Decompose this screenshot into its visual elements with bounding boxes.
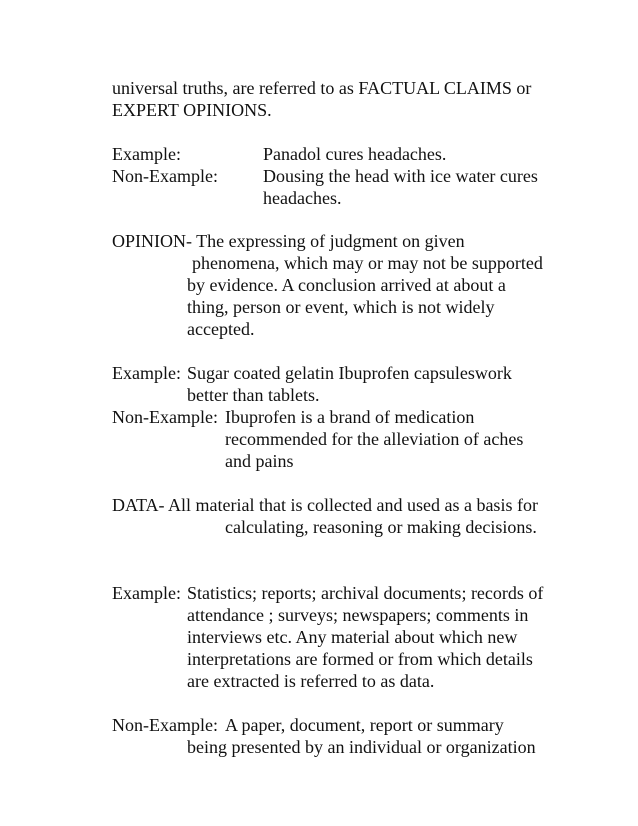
- opinion-example-line-1: Sugar coated gelatin Ibuprofen capsuleswork: [187, 363, 512, 383]
- opinion-definition-line-3: by evidence. A conclusion arrived at about a: [187, 275, 506, 295]
- opinion-definition-line-5: accepted.: [187, 319, 255, 339]
- intro-line-2: EXPERT OPINIONS.: [112, 100, 272, 120]
- factual-example-text: Panadol cures headaches.: [263, 144, 447, 164]
- factual-example-label: Example:: [112, 144, 181, 164]
- data-example-line-5: are extracted is referred to as data.: [187, 671, 435, 691]
- data-nonexample-label: Non-Example:: [112, 715, 218, 735]
- factual-nonexample-line-2: headaches.: [263, 188, 342, 208]
- opinion-example-line-2: better than tablets.: [187, 385, 320, 405]
- opinion-nonexample-line-3: and pains: [225, 451, 294, 471]
- opinion-example-label: Example:: [112, 363, 181, 383]
- factual-nonexample-line-1: Dousing the head with ice water cures: [263, 166, 538, 186]
- data-example-line-4: interpretations are formed or from which details: [187, 649, 533, 669]
- opinion-definition-line-4: thing, person or event, which is not widely: [187, 297, 495, 317]
- data-nonexample-line-2: being presented by an individual or organization: [187, 737, 536, 757]
- opinion-nonexample-label: Non-Example:: [112, 407, 218, 427]
- data-nonexample-line-1: A paper, document, report or summary: [225, 715, 504, 735]
- data-example-label: Example:: [112, 583, 181, 603]
- intro-line-1: universal truths, are referred to as FACTUAL CLAIMS or: [112, 78, 532, 98]
- opinion-nonexample-line-1: Ibuprofen is a brand of medication: [225, 407, 475, 427]
- data-definition-line-1: DATA- All material that is collected and used as a basis for: [112, 495, 538, 515]
- opinion-nonexample-line-2: recommended for the alleviation of aches: [225, 429, 524, 449]
- data-example-line-3: interviews etc. Any material about which new: [187, 627, 518, 647]
- opinion-definition-term: OPINION- The expressing of judgment on given: [112, 231, 465, 251]
- data-example-line-2: attendance ; surveys; newspapers; comments in: [187, 605, 529, 625]
- data-example-line-1: Statistics; reports; archival documents; records of: [187, 583, 544, 603]
- data-definition-line-2: calculating, reasoning or making decisions.: [225, 517, 537, 537]
- opinion-definition-line-2: phenomena, which may or may not be supported: [192, 253, 543, 273]
- factual-nonexample-label: Non-Example:: [112, 166, 218, 186]
